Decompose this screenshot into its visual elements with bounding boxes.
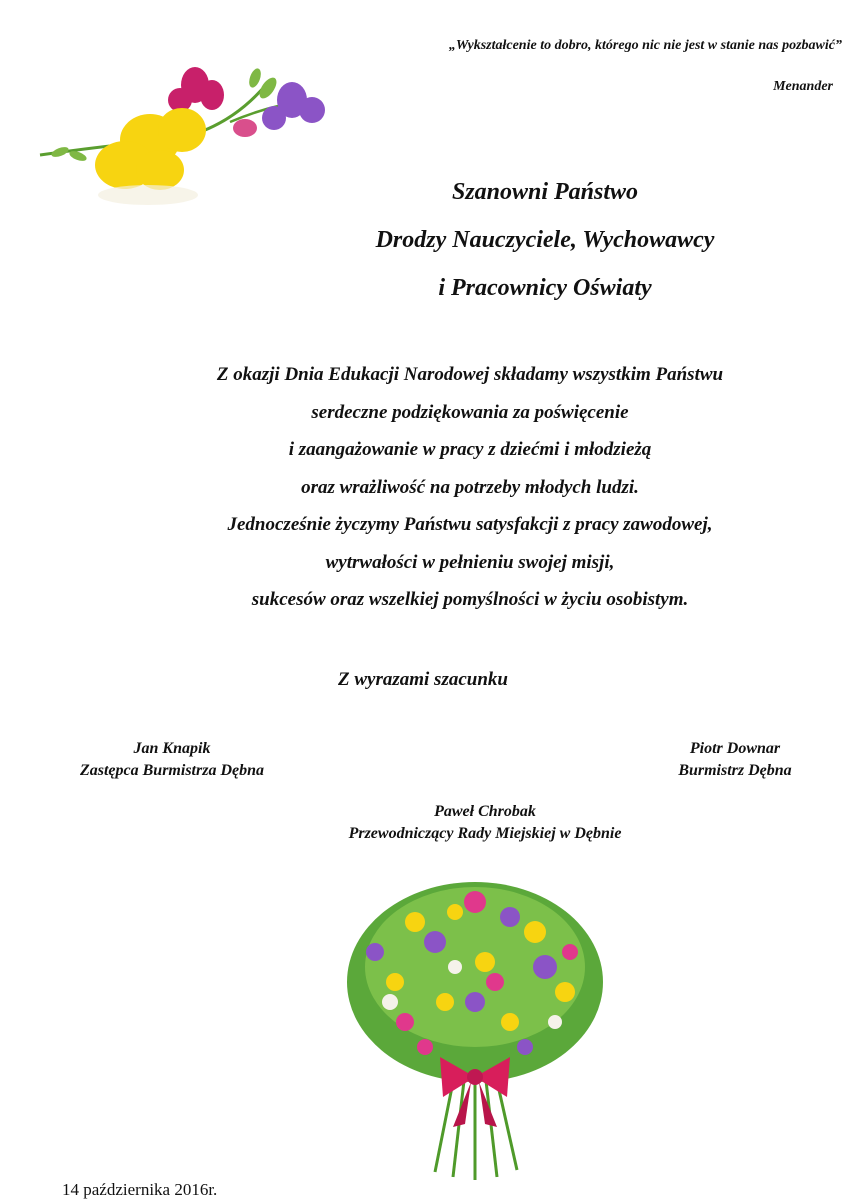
quote-author: Menander	[773, 79, 833, 94]
message-line: wytrwałości w pełnieniu swojej misji,	[325, 551, 615, 573]
flower-bouquet-icon	[335, 872, 615, 1182]
signature-name: Paweł Chrobak	[434, 803, 536, 820]
message-line: oraz wrażliwość na potrzeby młodych ludzi.	[301, 476, 639, 498]
signature-title: Przewodniczący Rady Miejskiej w Dębnie	[348, 825, 622, 842]
greeting-line: i Pracownicy Oświaty	[438, 275, 652, 301]
message-line: Z okazji Dnia Edukacji Narodowej składamy wszystkim Państwu	[216, 364, 724, 385]
closing-text: Z wyrazami szacunku	[338, 669, 508, 690]
message-line: i zaangażowanie w pracy z dziećmi i młodzieżą	[288, 439, 652, 460]
message-line: sukcesów oraz wszelkiej pomyślności w życiu osobistym.	[251, 589, 689, 610]
greeting	[270, 168, 820, 312]
signature-center	[300, 801, 670, 845]
document-date: 14 października 2016r.	[62, 1180, 218, 1199]
signature-right	[640, 738, 830, 782]
greeting-line: Drodzy Nauczyciele, Wychowawcy	[375, 227, 715, 253]
signature-left	[40, 738, 304, 782]
signature-name: Jan Knapik	[133, 740, 211, 757]
message-body	[90, 356, 846, 619]
greeting-line: Szanowni Państwo	[451, 179, 639, 205]
signature-title: Zastępca Burmistrza Dębna	[79, 762, 264, 779]
quote-text: „Wykształcenie to dobro, którego nic nie jest w stanie nas pozbawić”	[448, 38, 842, 53]
signature-title: Burmistrz Dębna	[678, 762, 792, 779]
signature-name: Piotr Downar	[689, 740, 781, 757]
message-line: serdeczne podziękowania za poświęcenie	[311, 401, 629, 423]
message-line: Jednocześnie życzymy Państwu satysfakcji z pracy zawodowej,	[227, 514, 713, 535]
